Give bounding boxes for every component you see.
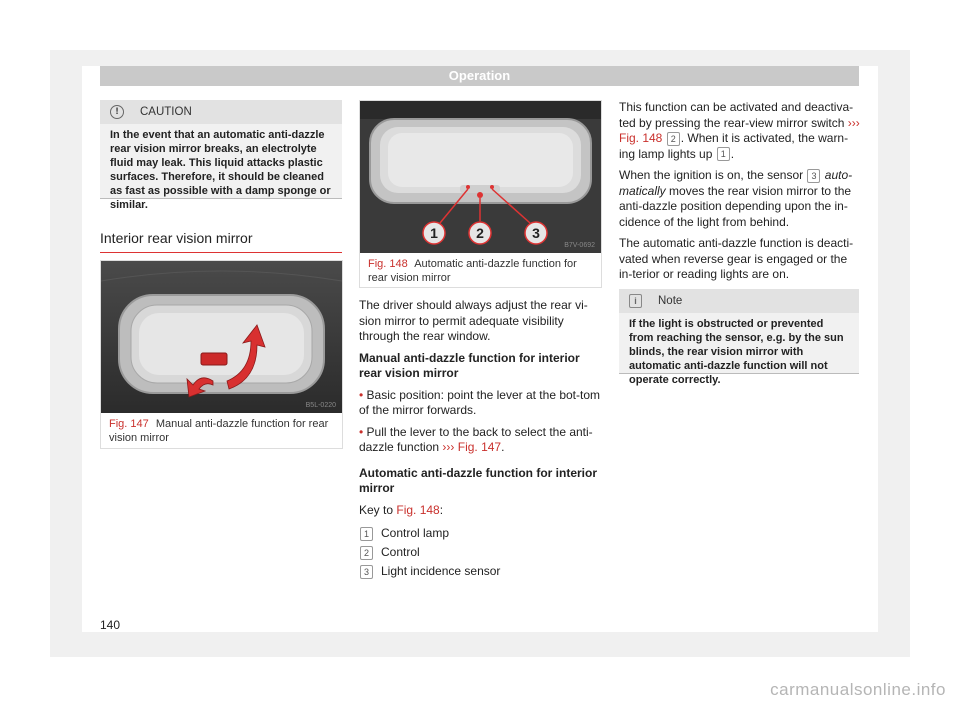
figure-link[interactable]: Fig. 148: [619, 131, 663, 145]
text: . When it is activated, the warn-ing lamp lights up: [619, 131, 849, 161]
key-item: [359, 562, 601, 581]
key-item: [359, 543, 601, 562]
caution-title: CAUTION: [140, 106, 192, 118]
figure-148-caption: [360, 253, 601, 289]
right-paragraph-3: The automatic anti-dazzle function is deacti-vated when reverse gear is engaged or the in-terior or reading lights are on.: [619, 236, 854, 281]
figure-label: Fig. 147: [109, 418, 149, 430]
auto-heading: Automatic anti-dazzle function for interior mirror: [359, 465, 598, 495]
bullet-icon: •: [359, 387, 367, 402]
section-title: Interior rear vision mirror: [100, 230, 342, 253]
caution-icon: !: [110, 105, 124, 119]
key-text: Control lamp: [381, 525, 450, 540]
figure-147: [100, 260, 343, 449]
emphasis-text: auto-matically: [619, 168, 853, 198]
figure-link[interactable]: Fig. 148: [396, 502, 440, 517]
bullet-item: • Pull the lever to the back to select the anti-dazzle function ››› Fig. 147.: [359, 424, 593, 454]
text: When the ignition is on, the sensor: [619, 168, 804, 182]
bullet-text: Pull the lever to the back to select the anti-dazzle function: [359, 424, 593, 454]
mirror-manual-illustration: [101, 261, 342, 413]
note-header: [619, 289, 859, 313]
figure-code: B5L-0220: [305, 402, 336, 409]
figure-link[interactable]: Fig. 147: [457, 440, 502, 454]
number-badge: 3: [360, 565, 373, 579]
manual-heading: Manual anti-dazzle function for interior rear vision mirror: [359, 350, 580, 380]
number-badge: 2: [360, 546, 373, 560]
note-box: [619, 289, 859, 386]
key-text: Light incidence sensor: [381, 563, 501, 578]
number-badge: 1: [360, 527, 373, 541]
callout-3: 3: [532, 225, 540, 241]
key-line: Key to Fig. 148:: [359, 502, 444, 517]
caution-header: [100, 100, 342, 124]
bullet-text: Basic position: point the lever at the bot-tom of the mirror forwards.: [359, 387, 601, 417]
number-badge: 3: [807, 169, 820, 183]
figure-148-image: [360, 101, 601, 253]
page-header: Operation: [100, 66, 859, 86]
arrow-icon: ›››: [847, 115, 860, 130]
figure-148: [359, 100, 602, 288]
right-paragraph-1: This function can be activated and deactiva-ted by pressing the rear-view mirror switch ››› Fig. 148 2 . When it is activated, the warn-ing lamp lights up 1 .: [619, 100, 860, 161]
watermark: carmanualsonline.info: [770, 680, 946, 699]
number-badge: 2: [667, 132, 680, 146]
page-number: 140: [100, 618, 121, 632]
callout-1: 1: [430, 225, 438, 241]
key-text: Control: [381, 544, 420, 559]
text: This function can be activated and deactiva-ted by pressing the rear-view mirror switch: [619, 100, 854, 130]
arrow-icon: ›››: [442, 440, 455, 454]
middle-column: [359, 298, 601, 581]
right-column: [619, 100, 861, 289]
caption-text: Automatic anti-dazzle function for rear vision mirror: [368, 258, 577, 284]
text: moves the rear vision mirror to the anti-dazzle position depending upon the in-cidence of the light from behind.: [619, 183, 852, 229]
bullet-icon: •: [359, 424, 367, 439]
intro-paragraph: The driver should always adjust the rear vi-sion mirror to permit adequate visibility through the rear window.: [359, 298, 588, 343]
caution-box: [100, 100, 342, 211]
right-paragraph-2: [619, 168, 861, 230]
figure-147-caption: [101, 413, 342, 449]
number-badge: 1: [717, 147, 730, 161]
figure-147-image: [101, 261, 342, 413]
info-icon: i: [629, 294, 642, 308]
figure-code: B7V-0692: [564, 242, 595, 249]
key-label: Key to: [359, 502, 394, 517]
bullet-item: [359, 388, 601, 419]
caption-text: Manual anti-dazzle function for rear vision mirror: [109, 418, 329, 444]
key-item: [359, 524, 601, 543]
mirror-auto-illustration: [360, 101, 601, 253]
caution-text: In the event that an automatic anti-dazzle rear vision mirror breaks, an electrolyte fluid may leak. This liquid attacks plastic surfaces. Therefore, it should be cleaned as fast as possible with a damp sponge or similar.: [110, 129, 331, 211]
callout-2: 2: [476, 225, 484, 241]
figure-label: Fig. 148: [368, 258, 408, 270]
note-title: Note: [658, 295, 683, 307]
note-text: If the light is obstructed or prevented from reaching the sensor, e.g. by the sun blinds, the rear vision mirror with automatic anti-dazzle function will not operate correctly.: [629, 318, 844, 386]
